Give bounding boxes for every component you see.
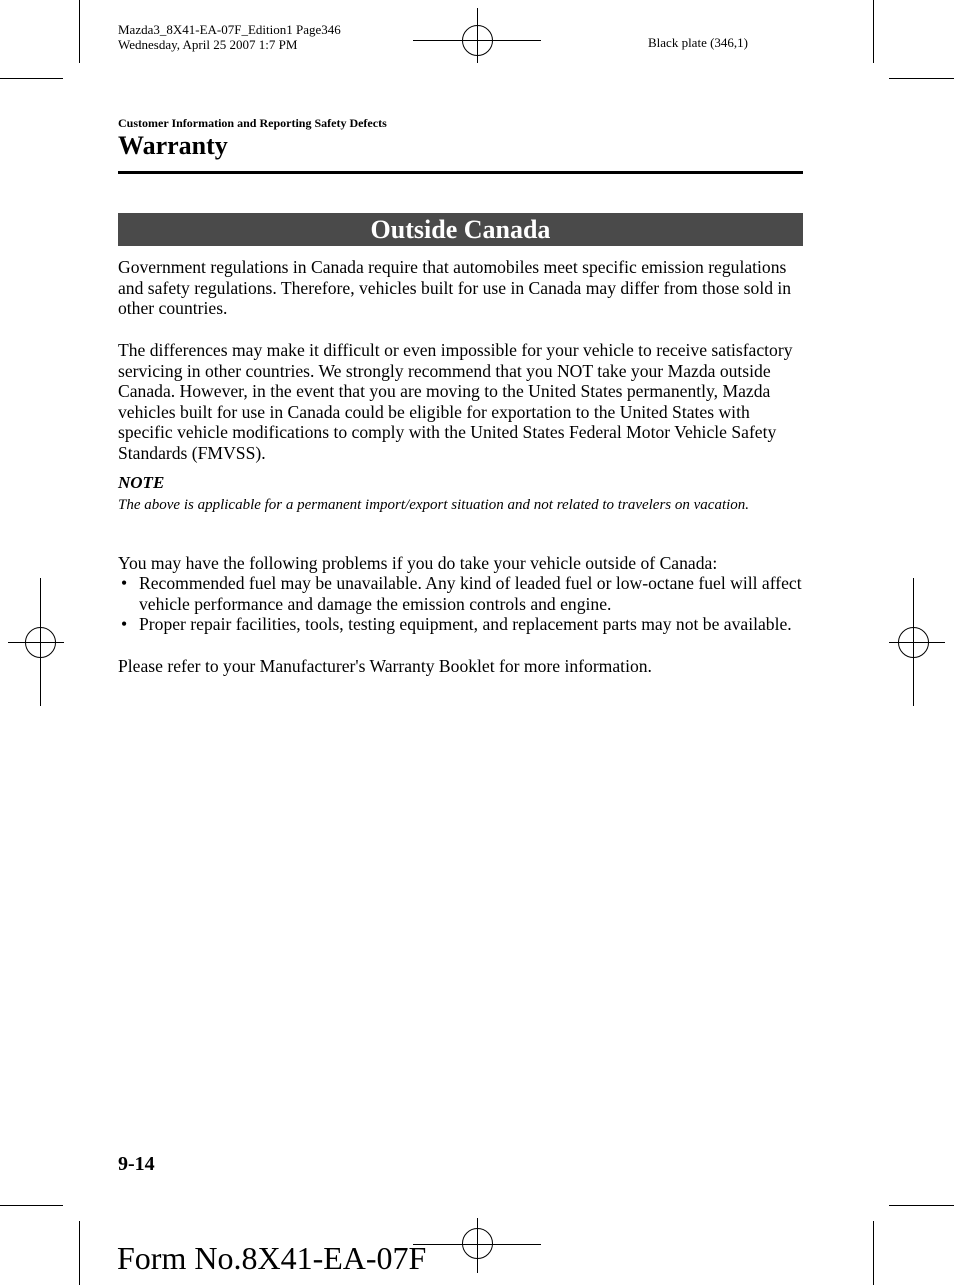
crop-mark (79, 0, 80, 63)
paragraph-regulations: Government regulations in Canada require that automobiles meet specific emission regulations and safety regulations. Therefore, vehicles built for use in Canada may differ from those sold in other countries. (118, 257, 792, 319)
problem-list (118, 573, 808, 635)
list-item (118, 573, 808, 614)
bullet-icon: • (121, 573, 128, 593)
page-title: Warranty (118, 131, 228, 160)
list-item-text: Recommended fuel may be unavailable. Any kind of leaded fuel or low-octane fuel will affect vehicle performance and damage the emission controls and engine. (139, 573, 802, 614)
note-label: NOTE (118, 473, 165, 492)
slug-line-1: Mazda3_8X41-EA-07F_Edition1 Page346 (118, 22, 341, 37)
paragraph-problems-intro: You may have the following problems if you do take your vehicle outside of Canada: (118, 553, 718, 573)
slug-line-2: Wednesday, April 25 2007 1:7 PM (118, 37, 298, 52)
crop-mark (0, 1205, 63, 1206)
bullet-icon: • (121, 614, 128, 635)
crop-mark (79, 1221, 80, 1285)
section-banner: Outside Canada (118, 213, 803, 246)
page-number: 9-14 (118, 1153, 155, 1175)
list-item-text: Proper repair facilities, tools, testing equipment, and replacement parts may not be available. (139, 614, 792, 635)
form-number: Form No.8X41-EA-07F (117, 1240, 427, 1276)
paragraph-refer: Please refer to your Manufacturer's Warranty Booklet for more information. (118, 656, 652, 676)
crop-mark (0, 78, 63, 79)
print-slug (118, 22, 341, 52)
note-text: The above is applicable for a permanent import/export situation and not related to travelers on vacation. (118, 497, 750, 513)
list-item (118, 614, 808, 635)
crop-mark (889, 1205, 954, 1206)
crop-mark (889, 78, 954, 79)
crop-mark (873, 0, 874, 63)
title-rule (118, 171, 803, 174)
section-label: Customer Information and Reporting Safety Defects (118, 116, 387, 130)
plate-label: Black plate (346,1) (648, 35, 748, 50)
paragraph-differences: The differences may make it difficult or even impossible for your vehicle to receive satisfactory servicing in other countries. We strongly recommend that you NOT take your Mazda outside Canada. However, in the event that you are moving to the United States permanently, Mazda vehicles built for use in Canada could be eligible for exportation to the United States with specific vehicle modifications to comply with the United States Federal Motor Vehicle Safety Standards (FMVSS). (118, 340, 793, 463)
crop-mark (873, 1221, 874, 1285)
